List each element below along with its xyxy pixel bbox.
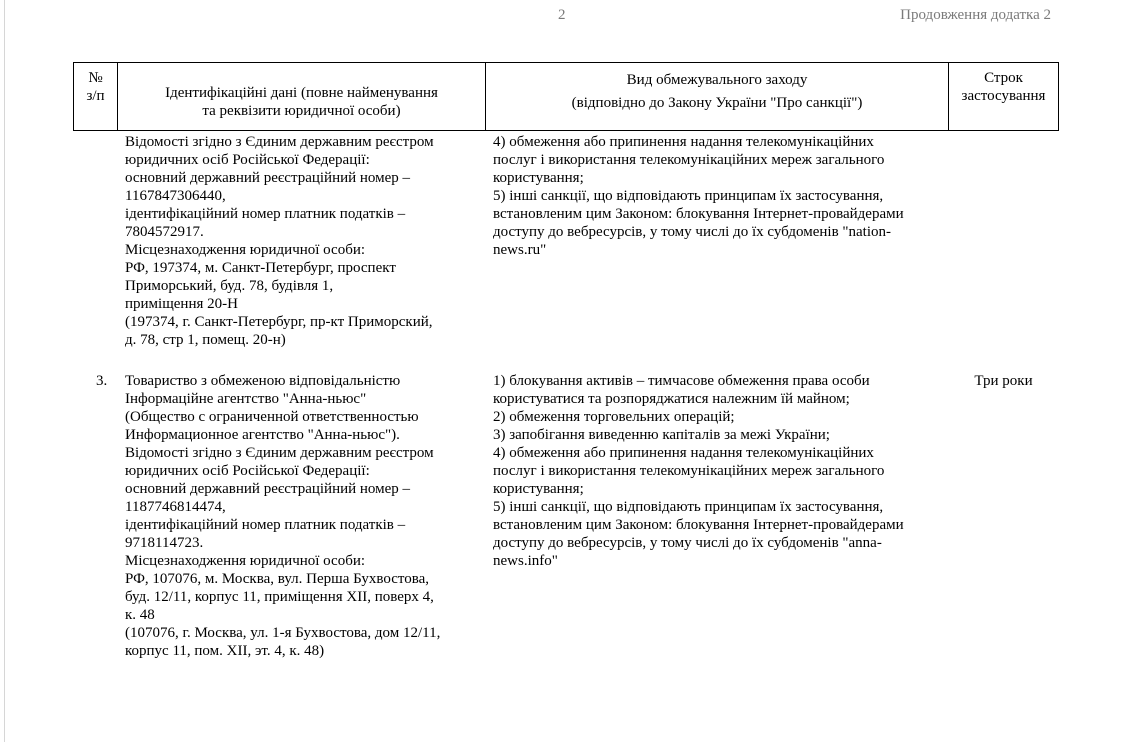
header-num-line: з/п (86, 88, 105, 104)
row-ident-line: буд. 12/11, корпус 11, приміщення XII, поверх 4, (125, 589, 434, 605)
row-ident-line: Відомості згідно з Єдиним державним реєстром (125, 445, 434, 461)
header-term (949, 69, 1058, 105)
row-ident (125, 372, 480, 660)
header-ident (118, 84, 485, 120)
row-ident-line: 9718114723. (125, 535, 204, 551)
row-measure-line: 4) обмеження або припинення надання телекомунікаційних (493, 134, 874, 150)
row-measure-line: користування; (493, 481, 584, 497)
page-left-edge (4, 0, 5, 742)
row-num: 3. (96, 373, 108, 389)
row-ident-line: Информационное агентство "Анна-ньюс"). (125, 427, 400, 443)
row-measure (493, 133, 943, 259)
row-ident-line: юридичних осіб Російської Федерації: (125, 463, 370, 479)
row-measure (493, 372, 943, 570)
row-measure-line: доступу до вебресурсів, у тому числі до їх субдоменів "anna- (493, 535, 882, 551)
row-measure-line: news.ru" (493, 242, 547, 258)
row-ident-line: ідентифікаційний номер платник податків – (125, 206, 406, 222)
row-measure-line: користування; (493, 170, 584, 186)
row-ident-line: основний державний реєстраційний номер – (125, 170, 411, 186)
row-ident-line: РФ, 107076, м. Москва, вул. Перша Бухвостова, (125, 571, 429, 587)
header-ident-line: та реквізити юридичної особи) (202, 103, 401, 119)
row-ident-line: РФ, 197374, м. Санкт-Петербург, проспект (125, 260, 396, 276)
header-term-line: Строк (984, 70, 1023, 86)
row-measure-line: послуг і використання телекомунікаційних мереж загального (493, 152, 885, 168)
row-ident-line: Інформаційне агентство "Анна-ньюс" (125, 391, 367, 407)
row-measure-line: послуг і використання телекомунікаційних мереж загального (493, 463, 885, 479)
row-ident-line: (197374, г. Санкт-Петербург, пр-кт Приморский, (125, 314, 433, 330)
row-ident-line: 7804572917. (125, 224, 204, 240)
row-measure-line: 2) обмеження торговельних операцій; (493, 409, 735, 425)
row-measure-line: 5) інші санкції, що відповідають принципам їх застосування, (493, 499, 884, 515)
row-ident (125, 133, 480, 349)
row-ident-line: (107076, г. Москва, ул. 1-я Бухвостова, дом 12/11, (125, 625, 441, 641)
appendix-continuation-label: Продовження додатка 2 (900, 7, 1051, 23)
header-ident-line: Ідентифікаційні дані (повне найменування (165, 85, 438, 101)
row-ident-line: Товариство з обмеженою відповідальністю (125, 373, 401, 389)
row-measure-line: 3) запобігання виведенню капіталів за межі України; (493, 427, 830, 443)
row-measure-line: встановленим цим Законом: блокування Інтернет-провайдерами (493, 206, 904, 222)
header-num-line: № (88, 70, 103, 86)
row-ident-line: приміщення 20-Н (125, 296, 238, 312)
header-measure-line: (відповідно до Закону України "Про санкції") (571, 95, 863, 111)
row-ident-line: к. 48 (125, 607, 155, 623)
table-header-bottom-border (73, 130, 1059, 131)
header-measure-line: Вид обмежувального заходу (626, 72, 808, 88)
table-top-border (73, 62, 1059, 63)
row-ident-line: 1187746814474, (125, 499, 226, 515)
row-ident-line: корпус 11, пом. XII, эт. 4, к. 48) (125, 643, 325, 659)
row-ident-line: Місцезнаходження юридичної особи: (125, 242, 366, 258)
header-num (74, 69, 117, 105)
row-measure-line: 1) блокування активів – тимчасове обмеження права особи (493, 373, 870, 389)
row-ident-line: д. 78, стр 1, помещ. 20-н) (125, 332, 286, 348)
row-ident-line: Місцезнаходження юридичної особи: (125, 553, 366, 569)
row-measure-line: 4) обмеження або припинення надання телекомунікаційних (493, 445, 874, 461)
table-col-border (1058, 62, 1059, 131)
page-number: 2 (558, 7, 566, 23)
row-measure-line: 5) інші санкції, що відповідають принципам їх застосування, (493, 188, 884, 204)
row-measure-line: доступу до вебресурсів, у тому числі до їх субдоменів "nation- (493, 224, 892, 240)
header-measure (486, 69, 948, 115)
header-term-line: застосування (961, 88, 1046, 104)
row-ident-line: Приморський, буд. 78, будівля 1, (125, 278, 334, 294)
row-ident-line: основний державний реєстраційний номер – (125, 481, 411, 497)
row-term: Три роки (974, 373, 1033, 389)
row-ident-line: (Общество с ограниченной ответственностью (125, 409, 419, 425)
row-ident-line: юридичних осіб Російської Федерації: (125, 152, 370, 168)
row-ident-line: Відомості згідно з Єдиним державним реєстром (125, 134, 434, 150)
row-ident-line: ідентифікаційний номер платник податків – (125, 517, 406, 533)
row-measure-line: встановленим цим Законом: блокування Інтернет-провайдерами (493, 517, 904, 533)
row-ident-line: 1167847306440, (125, 188, 226, 204)
row-measure-line: користуватися та розпоряджатися належним їй майном; (493, 391, 850, 407)
row-measure-line: news.info" (493, 553, 558, 569)
